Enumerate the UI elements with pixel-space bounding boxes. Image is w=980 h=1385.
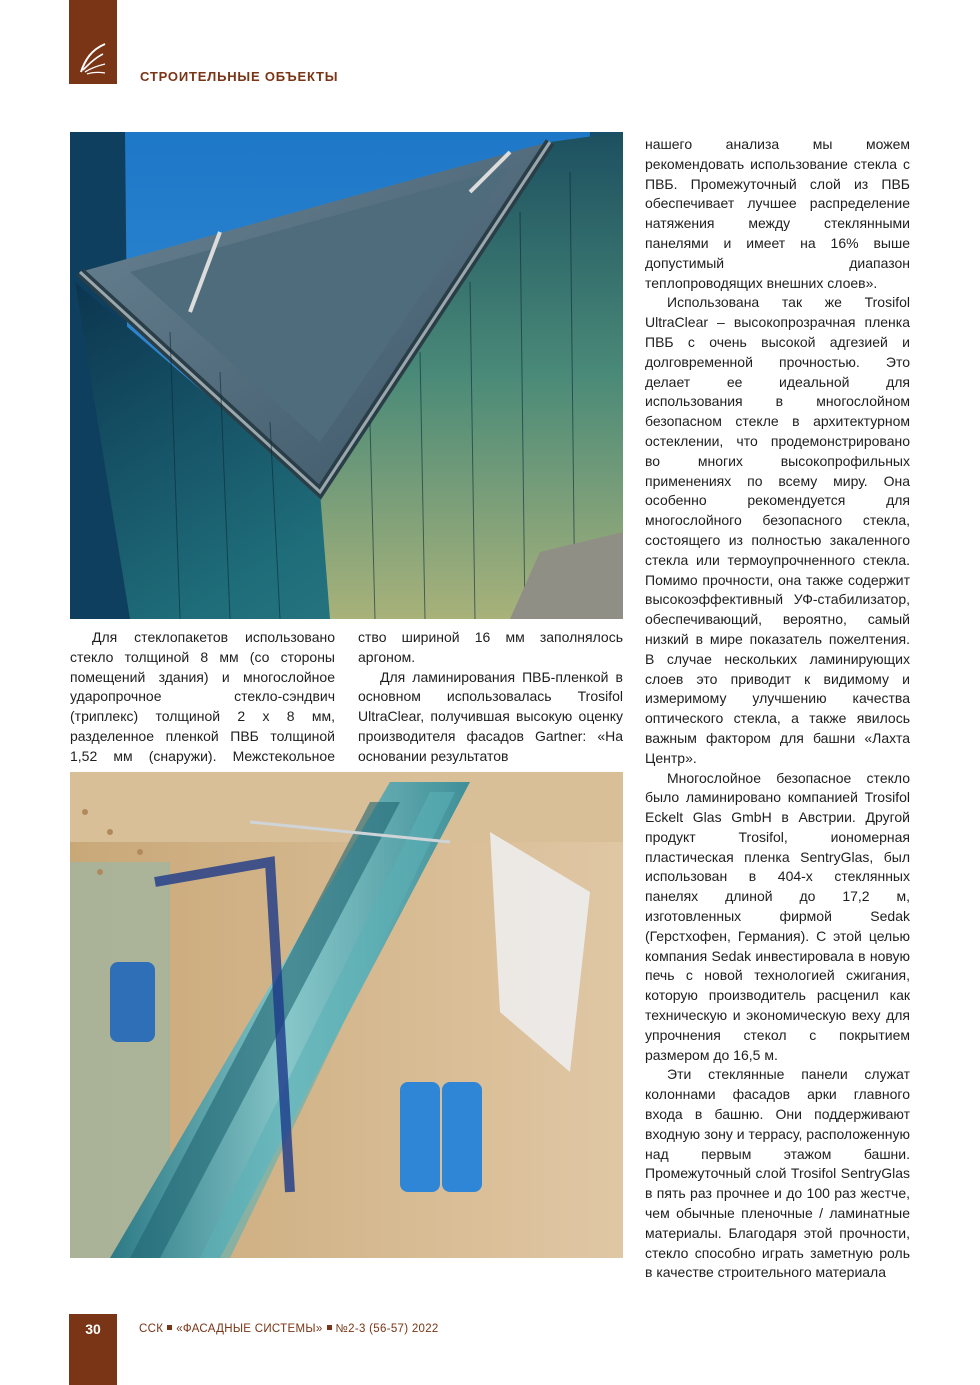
paragraph: Эти стеклянные панели служат колоннами фасадов арки главного входа в башню. Они поддерживают входную зону и террасу, расположенную над первым этажом башни. Промежуточный слой Trosifol SentryGlas в пять раз прочнее и до 100 раз жестче, чем обычные пленочные / ламинатные материалы. Благодаря этой прочности, стекло способно играть заметную роль в качестве строительного материала (645, 1066, 910, 1281)
paragraph: Использована так же Trosifol UltraClear – высокопрозрачная пленка ПВБ с очень высокой адгезией и долговременной прочностью. Это делает ее идеальной для использования в многослойном безопасном стекле в архитектурном остеклении, что продемонстрировано во многих высокопрофильных применениях по всему миру. Она особенно рекомендуется для многослойного безопасного стекла, состоящего из полностью закаленного стекла или термоупрочненного стекла. Помимо прочности, она также содержит высокоэффективный УФ-стабилизатор, обеспечивающий, вероятно, самый низкий в мире показатель пожелтения. В случае нескольких ламинирующих слоев это приводит к видимому и измеримому улучшению качества оптического стекла, а также явилось важным фактором для башни «Лахта Центр». (645, 294, 910, 766)
page-number: 30 (85, 1321, 101, 1337)
header-tab (69, 0, 117, 84)
text-column-left (70, 628, 335, 786)
text-column-right (645, 135, 910, 1283)
issue-number: №2-3 (56-57) 2022 (335, 1323, 439, 1335)
square-separator-icon (327, 1325, 332, 1330)
publication-name: «ФАСАДНЫЕ СИСТЕМЫ» (176, 1323, 323, 1335)
footer-publication (139, 1323, 439, 1335)
paragraph: нашего анализа мы можем рекомендовать использование стекла с ПВБ. Промежуточный слой из ПВБ обеспечивает лучшее распределение натяжения между стеклянными панелями и имеет на 16% выше допустимый диапазон теплопроводящих внешних слоев». (645, 136, 910, 291)
square-separator-icon (167, 1325, 172, 1330)
paragraph: ство шириной 16 мм заполнялось аргоном. (358, 629, 623, 665)
footer-tab (69, 1314, 117, 1385)
photo-facade-glass-roof (70, 132, 623, 619)
feather-logo-icon (77, 40, 109, 78)
paragraph: Для стеклопакетов использовано стекло толщиной 8 мм (со стороны помещений здания) и многослойное ударопрочное стекло-сэндвич (триплекс) толщиной 2 х 8 мм, разделенное пленкой ПВБ толщиной 1,52 мм (снаружи). Межстекольное (70, 629, 335, 764)
text-column-middle (358, 628, 623, 767)
section-title: СТРОИТЕЛЬНЫЕ ОБЪЕКТЫ (140, 69, 339, 84)
photo-glass-panels-packed (70, 772, 623, 1258)
publication-abbr: ССК (139, 1323, 164, 1335)
paragraph: Многослойное безопасное стекло было ламинировано компанией Trosifol Eckelt Glas GmbH в Австрии. Другой продукт Trosifol, иономерная пластическая пленка SentryGlas, был использован в 404-х стеклянных панелях длиной до 17,2 м, изготовленных фирмой Sedak (Герстхофен, Германия). С этой целью компания Sedak инвестировала в новую печь с новой технологией сжигания, которую производитель расценил как техническую и экономическую веху для упрочнения стекол с покрытием размером до 16,5 м. (645, 769, 910, 1063)
paragraph: Для ламинирования ПВБ-пленкой в основном использовалась Trosifol UltraClear, получившая высокую оценку производителя фасадов Gartner: «На основании результатов (358, 668, 623, 764)
